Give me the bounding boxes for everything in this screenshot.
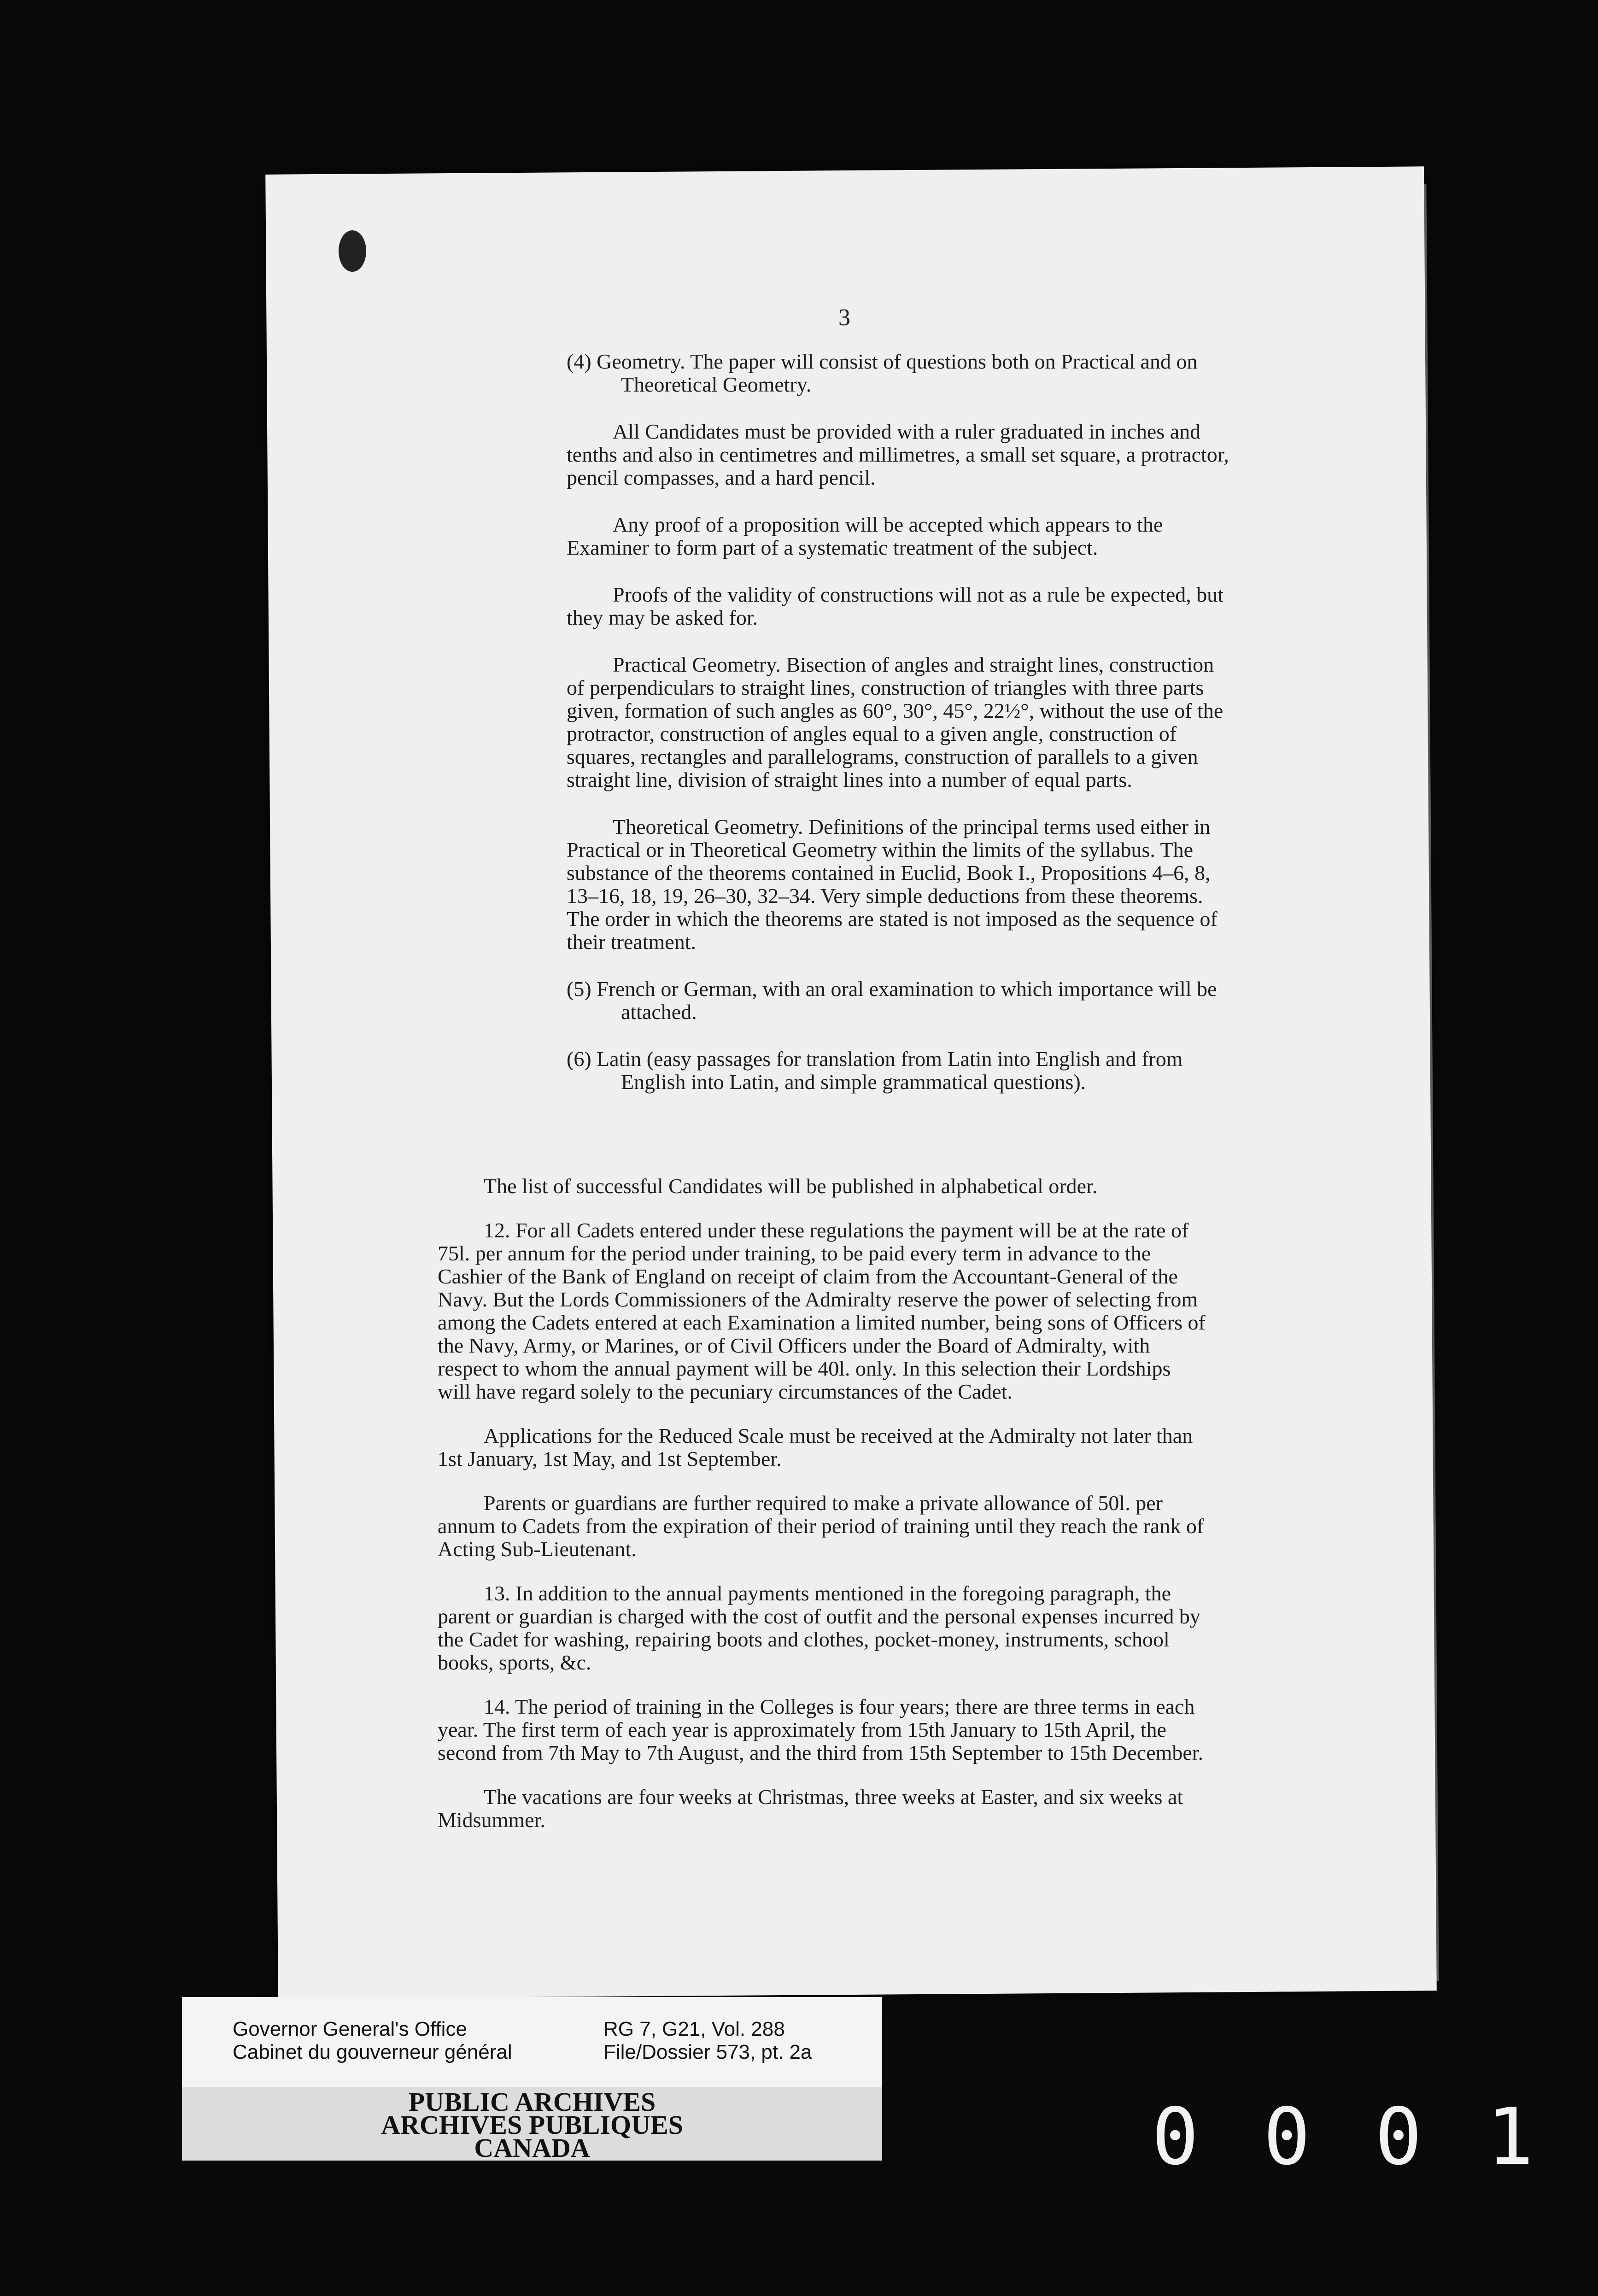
archives-stamp xyxy=(182,2087,882,2161)
office-english: Governor General's Office xyxy=(233,2018,467,2040)
regulation-paragraph: The list of successful Candidates will be published in alphabetical order. xyxy=(484,1174,1098,1198)
regulation-paragraph: Applications for the Reduced Scale must be received at the Admiralty not later than 1st January, 1st May, and 1st September. xyxy=(438,1424,1193,1470)
subject-paragraph: Theoretical Geometry. Definitions of the principal terms used either in Practical or in Theoretical Geometry within the limits of the syllabus. The substance of the theorems contained in Euclid, Book I., Propositions 4–6, 8, 13–16, 18, 19, 26–30, 32–34. Very simple deductions from these theorems. The order in which the theorems are stated is not imposed as the sequence of their treatment. xyxy=(567,815,1218,954)
subject-paragraph: Any proof of a proposition will be accepted which appears to the Examiner to form part of a systematic treatment of the subject. xyxy=(567,513,1163,559)
regulation-paragraph: 12. For all Cadets entered under these regulations the payment will be at the rate of 75l. per annum for the period under training, to be paid every term in advance to the Cashier of the Bank of England on receipt of claim from the Accountant-General of the Navy. But the Lords Commissioners of the Admiralty reserve the power of selecting from among the Cadets entered at each Examination a limited number, being sons of Officers of the Navy, Army, or Marines, or of Civil Officers under the Board of Admiralty, with respect to whom the annual payment will be 40l. only. In this selection their Lordships will have regard solely to the pecuniary circumstances of the Cadet. xyxy=(438,1218,1206,1403)
record-group-reference: RG 7, G21, Vol. 288 xyxy=(603,2018,785,2040)
regulation-paragraph: 13. In addition to the annual payments mentioned in the foregoing paragraph, the parent or guardian is charged with the cost of outfit and the personal expenses incurred by the Cadet for washing, repairing boots and clothes, pocket-money, instruments, school books, sports, &c. xyxy=(438,1581,1200,1674)
subject-paragraph: All Candidates must be provided with a ruler graduated in inches and tenths and also in centimetres and millimetres, a small set square, a protractor, pencil compasses, and a hard pencil. xyxy=(567,420,1229,489)
subject-paragraph: (4) Geometry. The paper will consist of questions both on Practical and on Theoretical Geometry. xyxy=(567,350,1198,396)
regulation-paragraph: The vacations are four weeks at Christmas, three weeks at Easter, and six weeks at Midsummer. xyxy=(438,1785,1183,1832)
stamp-line-2: ARCHIVES PUBLIQUES xyxy=(381,2110,683,2140)
file-reference: File/Dossier 573, pt. 2a xyxy=(603,2041,812,2063)
subject-paragraph: (5) French or German, with an oral examination to which importance will be attached. xyxy=(567,977,1217,1024)
exam-subjects xyxy=(567,350,1230,1118)
frame-number: 0001 xyxy=(1152,2091,1598,2183)
regulations-body xyxy=(438,1175,1207,1853)
stamp-line-3: CANADA xyxy=(474,2133,590,2163)
film-blemish xyxy=(339,230,366,272)
regulation-paragraph: 14. The period of training in the Colleges is four years; there are three terms in each year. The first term of each year is approximately from 15th January to 15th April, the second from 7th May to 7th August, and the third from 15th September to 15th December. xyxy=(438,1695,1204,1764)
office-french: Cabinet du gouverneur général xyxy=(233,2041,512,2063)
page-number: 3 xyxy=(838,305,850,331)
subject-paragraph: (6) Latin (easy passages for translation from Latin into English and from English into Latin, and simple grammatical questions). xyxy=(567,1047,1183,1094)
subject-paragraph: Practical Geometry. Bisection of angles and straight lines, construction of perpendiculars to straight lines, construction of triangles with three parts given, formation of such angles as 60°, 30°, 45°, 22½°, without the use of the protractor, construction of angles equal to a given angle, construction of squares, rectangles and parallelograms, construction of parallels to a given straight line, division of straight lines into a number of equal parts. xyxy=(567,653,1223,791)
subject-paragraph: Proofs of the validity of constructions will not as a rule be expected, but they may be asked for. xyxy=(567,583,1224,629)
stamp-line-1: PUBLIC ARCHIVES xyxy=(408,2087,656,2117)
regulation-paragraph: Parents or guardians are further required to make a private allowance of 50l. per annum to Cadets from the expiration of their period of training until they reach the rank of Acting Sub-Lieutenant. xyxy=(438,1491,1204,1561)
